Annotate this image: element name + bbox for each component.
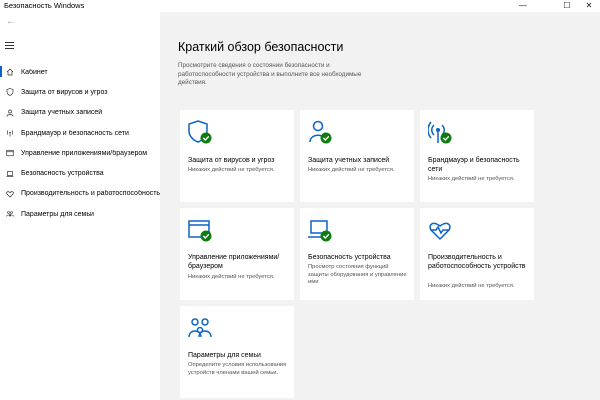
sidebar-item-label: Брандмауэр и безопасность сети <box>21 129 129 137</box>
shield-icon <box>6 88 14 96</box>
tile-status: Никаких действий не требуется. <box>308 167 395 173</box>
antenna-icon <box>428 120 452 144</box>
tile-app-browser[interactable] <box>180 208 294 300</box>
tile-firewall[interactable] <box>420 110 534 202</box>
person-icon <box>308 120 332 144</box>
tile-title: Защита от вирусов и угроз <box>188 157 275 164</box>
tile-status: Никаких действий не требуется. <box>428 176 515 182</box>
sidebar-item-firewall[interactable] <box>0 123 160 143</box>
sidebar-nav <box>0 62 160 224</box>
heart-icon <box>6 190 14 198</box>
home-icon <box>6 68 14 76</box>
tile-status: Никаких действий не требуется. <box>188 167 275 173</box>
shield-icon <box>188 120 212 144</box>
antenna-icon <box>6 129 14 137</box>
sidebar-item-label: Защита учетных записей <box>21 109 103 117</box>
window-title: Безопасность Windows <box>4 1 85 10</box>
tile-status: Определите условия использования устройств членами вашей семьи. <box>188 362 287 376</box>
tile-title: Брандмауэр и безопасность сети <box>428 157 520 173</box>
tile-status: Просмотр состояния функций защиты оборудования и управление ими <box>308 264 407 286</box>
title-bar <box>0 0 600 12</box>
page-description: Просмотрите сведения о состоянии безопасности и работоспособности устройства и выполните все необходимые действия. <box>178 62 362 86</box>
menu-icon[interactable] <box>5 42 14 49</box>
sidebar-item-label: Производительность и работоспособность <box>21 190 160 198</box>
tile-title: Управление приложениями/браузером <box>188 254 280 270</box>
sidebar-item-virus[interactable] <box>0 82 160 102</box>
tile-device-security[interactable] <box>300 208 414 300</box>
browser-icon <box>6 149 14 157</box>
tile-virus-protection[interactable] <box>180 110 294 202</box>
sidebar-item-home[interactable] <box>0 62 160 82</box>
maximize-button[interactable]: ☐ <box>563 1 571 10</box>
close-button[interactable]: ✕ <box>585 1 593 10</box>
sidebar-item-family[interactable] <box>0 204 160 224</box>
tile-title: Защита учетных записей <box>308 157 390 164</box>
sidebar-item-account[interactable] <box>0 103 160 123</box>
family-icon <box>6 210 14 218</box>
sidebar-item-label: Параметры для семьи <box>21 210 94 218</box>
tile-status: Никаких действий не требуется. <box>188 274 275 280</box>
sidebar-item-label: Кабинет <box>21 68 48 76</box>
tile-status: Никаких действий не требуется. <box>428 283 515 289</box>
selection-indicator <box>0 66 2 77</box>
back-button[interactable]: ← <box>6 16 16 27</box>
sidebar-item-label: Управление приложениями/браузером <box>21 149 148 157</box>
family-icon <box>188 316 212 340</box>
tile-account-protection[interactable] <box>300 110 414 202</box>
sidebar-item-label: Безопасность устройства <box>21 170 104 178</box>
sidebar <box>0 12 160 400</box>
sidebar-item-device-security[interactable] <box>0 163 160 183</box>
tile-family-options[interactable] <box>180 306 294 398</box>
person-icon <box>6 109 14 117</box>
tile-title: Параметры для семьи <box>188 352 261 359</box>
sidebar-item-app-browser[interactable] <box>0 143 160 163</box>
page-title: Краткий обзор безопасности <box>178 40 344 54</box>
laptop-icon <box>308 218 332 242</box>
browser-icon <box>188 218 212 242</box>
heart-icon <box>428 218 452 242</box>
tile-title: Производительность и работоспособность устройств <box>428 254 526 270</box>
laptop-icon <box>6 170 14 178</box>
main-content <box>160 12 600 400</box>
sidebar-item-performance[interactable] <box>0 184 160 204</box>
sidebar-item-label: Защита от вирусов и угроз <box>21 88 108 96</box>
tile-title: Безопасность устройства <box>308 254 391 261</box>
tile-performance[interactable] <box>420 208 534 300</box>
minimize-button[interactable]: — <box>519 1 527 10</box>
